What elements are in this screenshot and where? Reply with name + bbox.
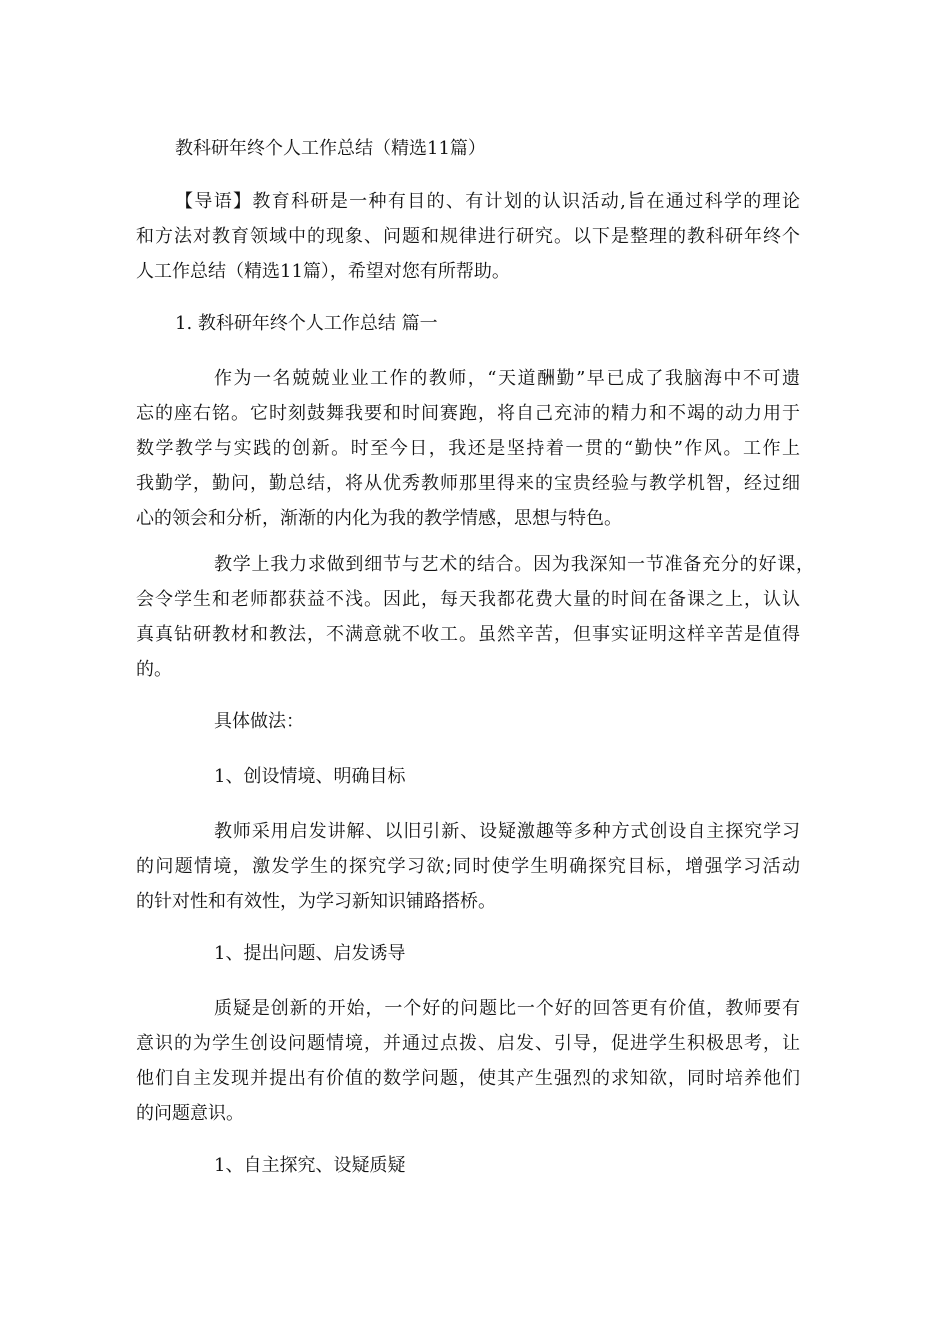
- para2-line-3: 真真钻研教材和教法，不满意就不收工。虽然辛苦，但事实证明这样辛苦是值得: [136, 624, 800, 645]
- item2-line-2: 意识的为学生创设问题情境，并通过点拨、启发、引导，促进学生积极思考，让: [136, 1033, 800, 1054]
- para1-line-4: 我勤学，勤问，勤总结，将从优秀教师那里得来的宝贵经验与教学机智，经过细: [136, 473, 800, 494]
- item1-heading: 1、创设情境、明确目标: [214, 766, 406, 787]
- item2-heading: 1、提出问题、启发诱导: [214, 943, 406, 964]
- intro-line-3: 人工作总结（精选11篇），希望对您有所帮助。: [136, 261, 510, 282]
- item2-line-3: 他们自主发现并提出有价值的数学问题，使其产生强烈的求知欲，同时培养他们: [136, 1068, 800, 1089]
- para1-line-3: 数学教学与实践的创新。时至今日，我还是坚持着一贯的“勤快”作风。工作上: [136, 438, 800, 459]
- intro-line-1: 【导语】教育科研是一种有目的、有计划的认识活动,旨在通过科学的理论: [175, 191, 800, 212]
- methods-label: 具体做法：: [214, 711, 304, 732]
- para2-line-1: 教学上我力求做到细节与艺术的结合。因为我深知一节准备充分的好课，: [214, 554, 814, 575]
- para2-line-2: 会令学生和老师都获益不浅。因此，每天我都花费大量的时间在备课之上，认认: [136, 589, 800, 610]
- section-heading: 1. 教科研年终个人工作总结 篇一: [175, 313, 438, 334]
- para1-line-2: 忘的座右铭。它时刻鼓舞我要和时间赛跑，将自己充沛的精力和不竭的动力用于: [136, 403, 800, 424]
- document-title: 教科研年终个人工作总结（精选11篇）: [175, 138, 486, 159]
- intro-line-2: 和方法对教育领域中的现象、问题和规律进行研究。以下是整理的教科研年终个: [136, 226, 800, 247]
- item2-line-1: 质疑是创新的开始，一个好的问题比一个好的回答更有价值，教师要有: [214, 998, 800, 1019]
- para2-line-4: 的。: [136, 659, 172, 680]
- para1-line-5: 心的领会和分析，渐渐的内化为我的教学情感，思想与特色。: [136, 508, 622, 529]
- item2-line-4: 的问题意识。: [136, 1103, 244, 1124]
- para1-line-1: 作为一名兢兢业业工作的教师，“天道酬勤”早已成了我脑海中不可遗: [214, 368, 800, 389]
- item3-heading: 1、自主探究、设疑质疑: [214, 1155, 406, 1176]
- item1-line-2: 的问题情境，激发学生的探究学习欲;同时使学生明确探究目标，增强学习活动: [136, 856, 800, 877]
- item1-line-3: 的针对性和有效性，为学习新知识铺路搭桥。: [136, 891, 496, 912]
- item1-line-1: 教师采用启发讲解、以旧引新、设疑激趣等多种方式创设自主探究学习: [214, 821, 800, 842]
